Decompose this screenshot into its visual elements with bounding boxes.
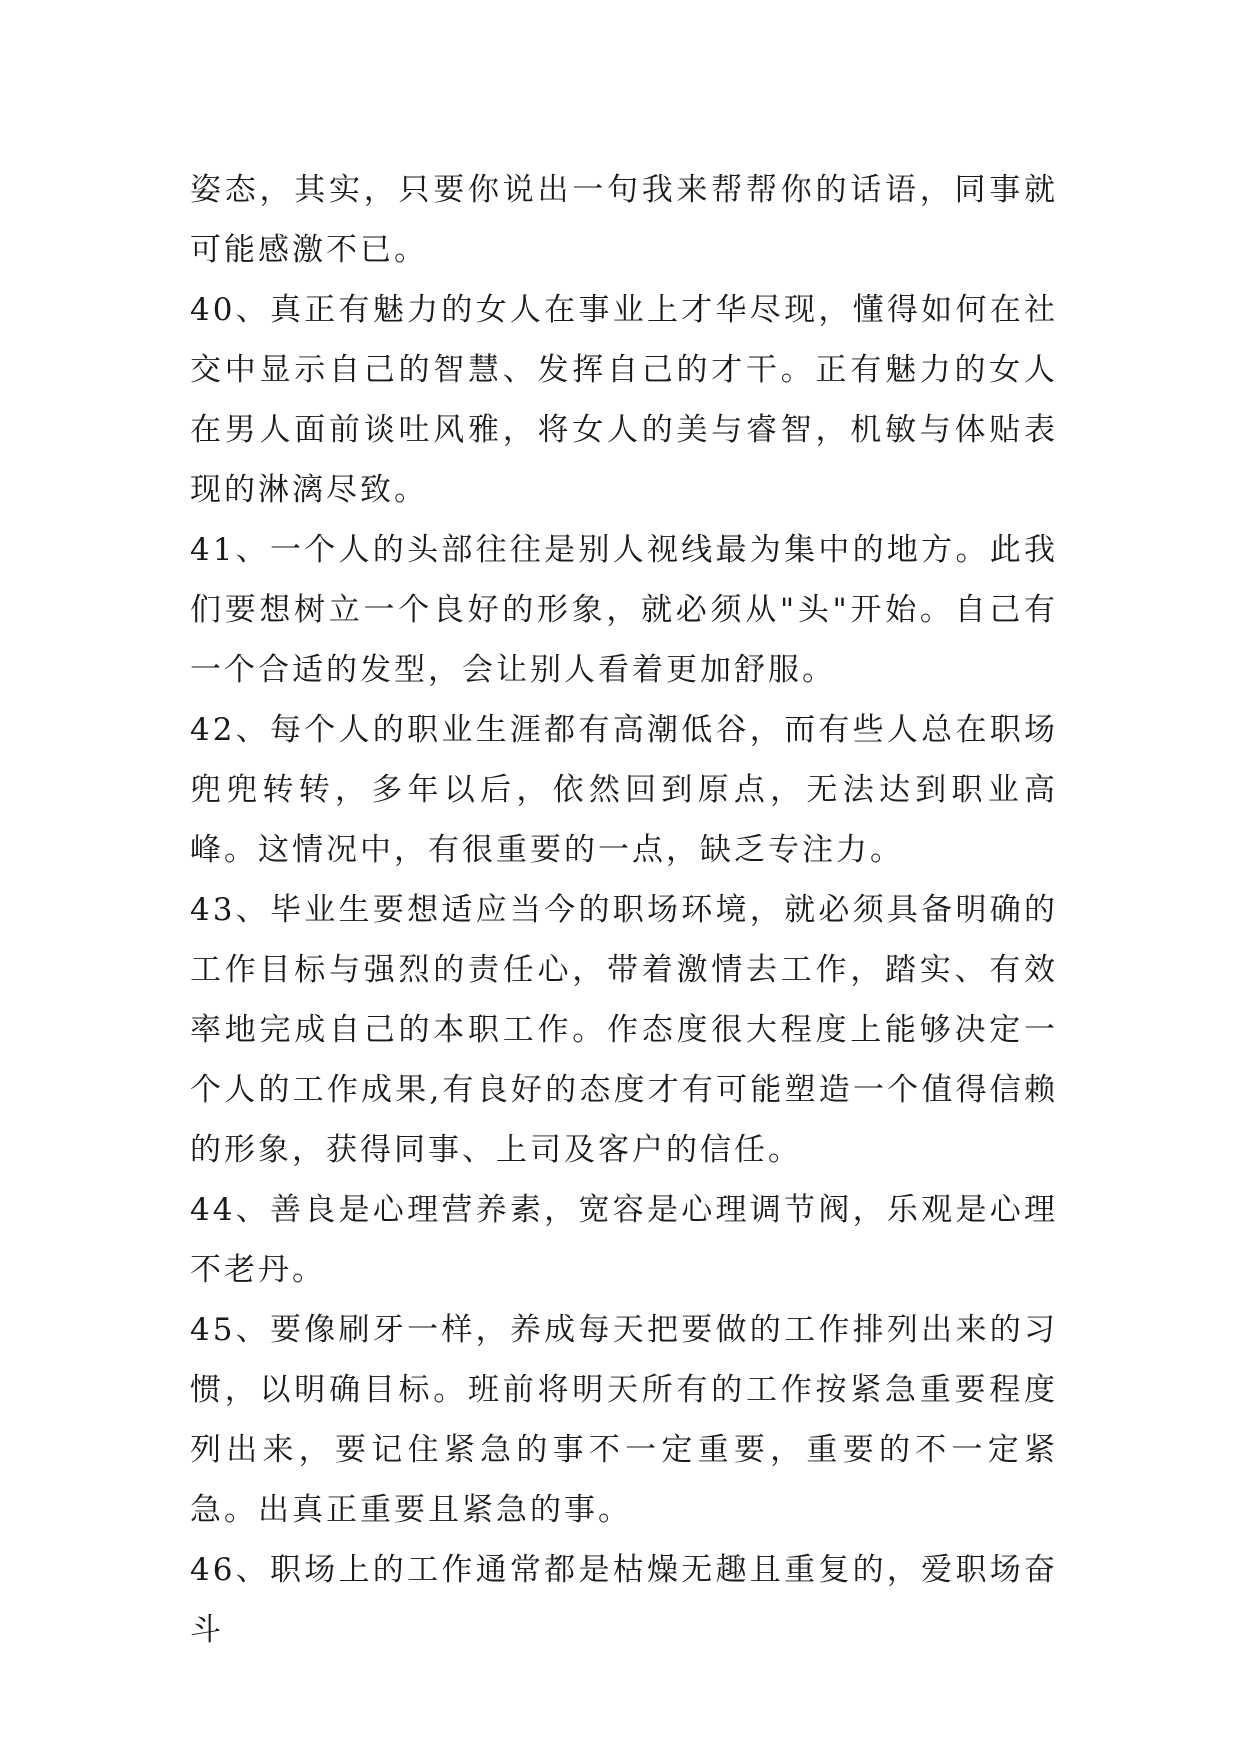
paragraph-continuation: 姿态，其实，只要你说出一句我来帮帮你的话语，同事就可能感激不已。 [190, 172, 1058, 268]
paragraph-40: 40、真正有魅力的女人在事业上才华尽现，懂得如何在社交中显示自己的智慧、发挥自己的才干。正有魅力的女人在男人面前谈吐风雅，将女人的美与睿智，机敏与体贴表现的淋漓尽致。 [190, 292, 1058, 508]
document-body [190, 160, 1058, 1660]
paragraph-45: 45、要像刷牙一样，养成每天把要做的工作排列出来的习惯，以明确目标。班前将明天所有的工作按紧急重要程度列出来，要记住紧急的事不一定重要，重要的不一定紧急。出真正重要且紧急的事。 [190, 1312, 1058, 1528]
paragraph-46: 46、职场上的工作通常都是枯燥无趣且重复的，爱职场奋斗 [190, 1552, 1058, 1648]
paragraph-44: 44、善良是心理营养素，宽容是心理调节阀，乐观是心理不老丹。 [190, 1192, 1058, 1288]
paragraph-41: 41、一个人的头部往往是别人视线最为集中的地方。此我们要想树立一个良好的形象，就必须从"头"开始。自己有一个合适的发型，会让别人看着更加舒服。 [190, 532, 1058, 688]
paragraph-42: 42、每个人的职业生涯都有高潮低谷，而有些人总在职场兜兜转转，多年以后，依然回到原点，无法达到职业高峰。这情况中，有很重要的一点，缺乏专注力。 [190, 712, 1058, 868]
paragraph-43: 43、毕业生要想适应当今的职场环境，就必须具备明确的工作目标与强烈的责任心，带着激情去工作，踏实、有效率地完成自己的本职工作。作态度很大程度上能够决定一个人的工作成果,有良好的态度才有可能塑造一个值得信赖的形象，获得同事、上司及客户的信任。 [190, 892, 1058, 1168]
